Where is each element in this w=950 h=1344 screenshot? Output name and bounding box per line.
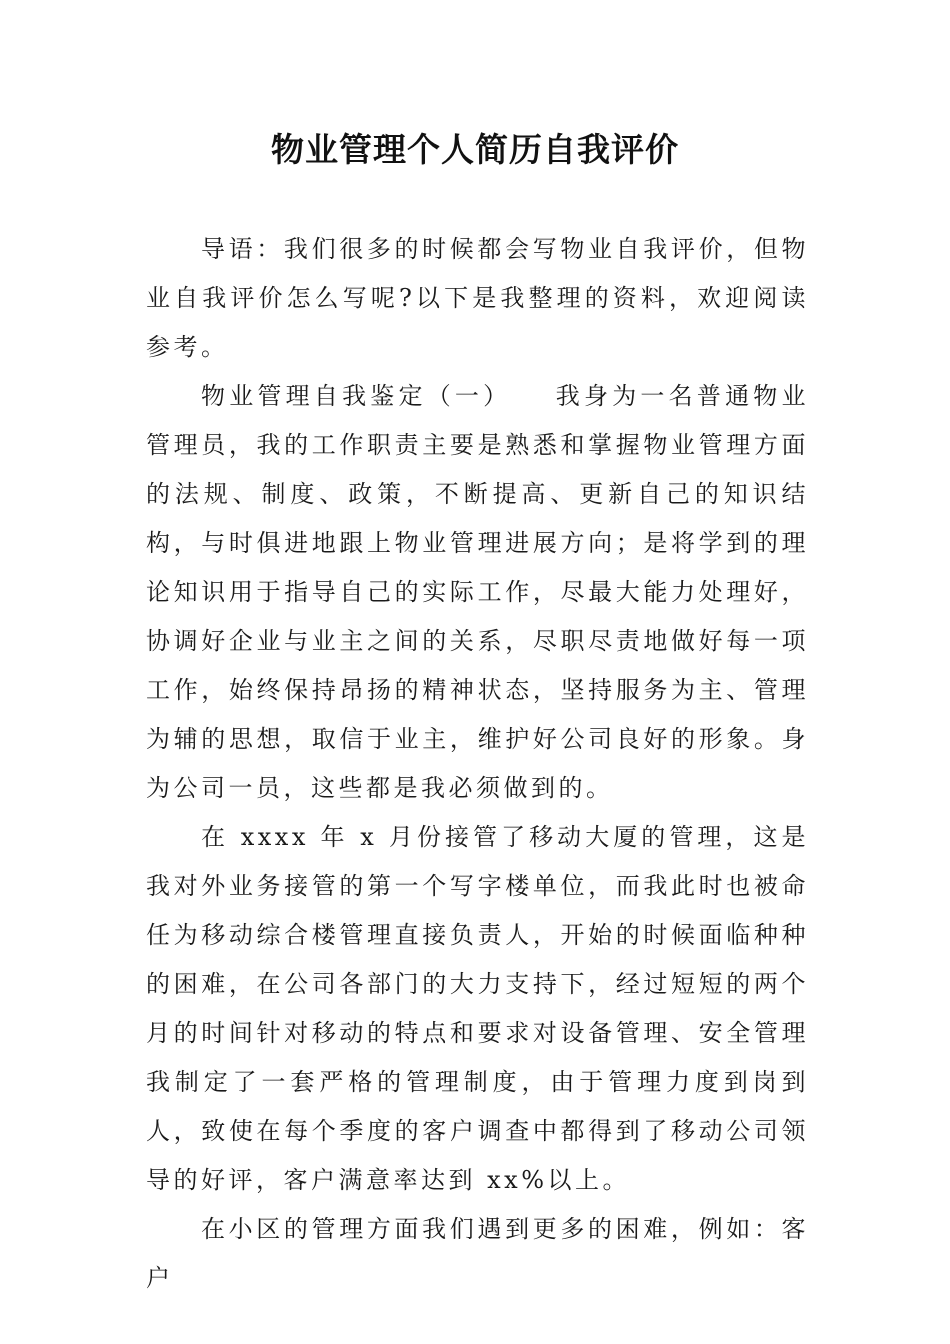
- paragraph-community: 在小区的管理方面我们遇到更多的困难，例如：客户: [146, 1215, 809, 1292]
- paragraph-intro: 导语：我们很多的时候都会写物业自我评价，但物业自我评价怎么写呢?以下是我整理的资料，欢迎阅读参考。: [146, 235, 809, 361]
- document-body: [146, 225, 809, 1303]
- paragraph-mobile-building: 在 xxxx 年 x 月份接管了移动大厦的管理，这是我对外业务接管的第一个写字楼单位，而我此时也被命任为移动综合楼管理直接负责人，开始的时候面临种种的困难，在公司各部门的大力支持下，经过短短的两个月的时间针对移动的特点和要求对设备管理、安全管理我制定了一套严格的管理制度，由于管理力度到岗到人，致使在每个季度的客户调查中都得到了移动公司领导的好评，客户满意率达到 xx%以上。: [146, 823, 809, 1194]
- paragraph-self-evaluation-1: 物业管理自我鉴定（一） 我身为一名普通物业管理员，我的工作职责主要是熟悉和掌握物业管理方面的法规、制度、政策，不断提高、更新自己的知识结构，与时俱进地跟上物业管理进展方向；是将学到的理论知识用于指导自己的实际工作，尽最大能力处理好，协调好企业与业主之间的关系，尽职尽责地做好每一项工作，始终保持昂扬的精神状态，坚持服务为主、管理为辅的思想，取信于业主，维护好公司良好的形象。身为公司一员，这些都是我必须做到的。: [146, 382, 809, 802]
- document-title: 物业管理个人简历自我评价: [271, 130, 679, 169]
